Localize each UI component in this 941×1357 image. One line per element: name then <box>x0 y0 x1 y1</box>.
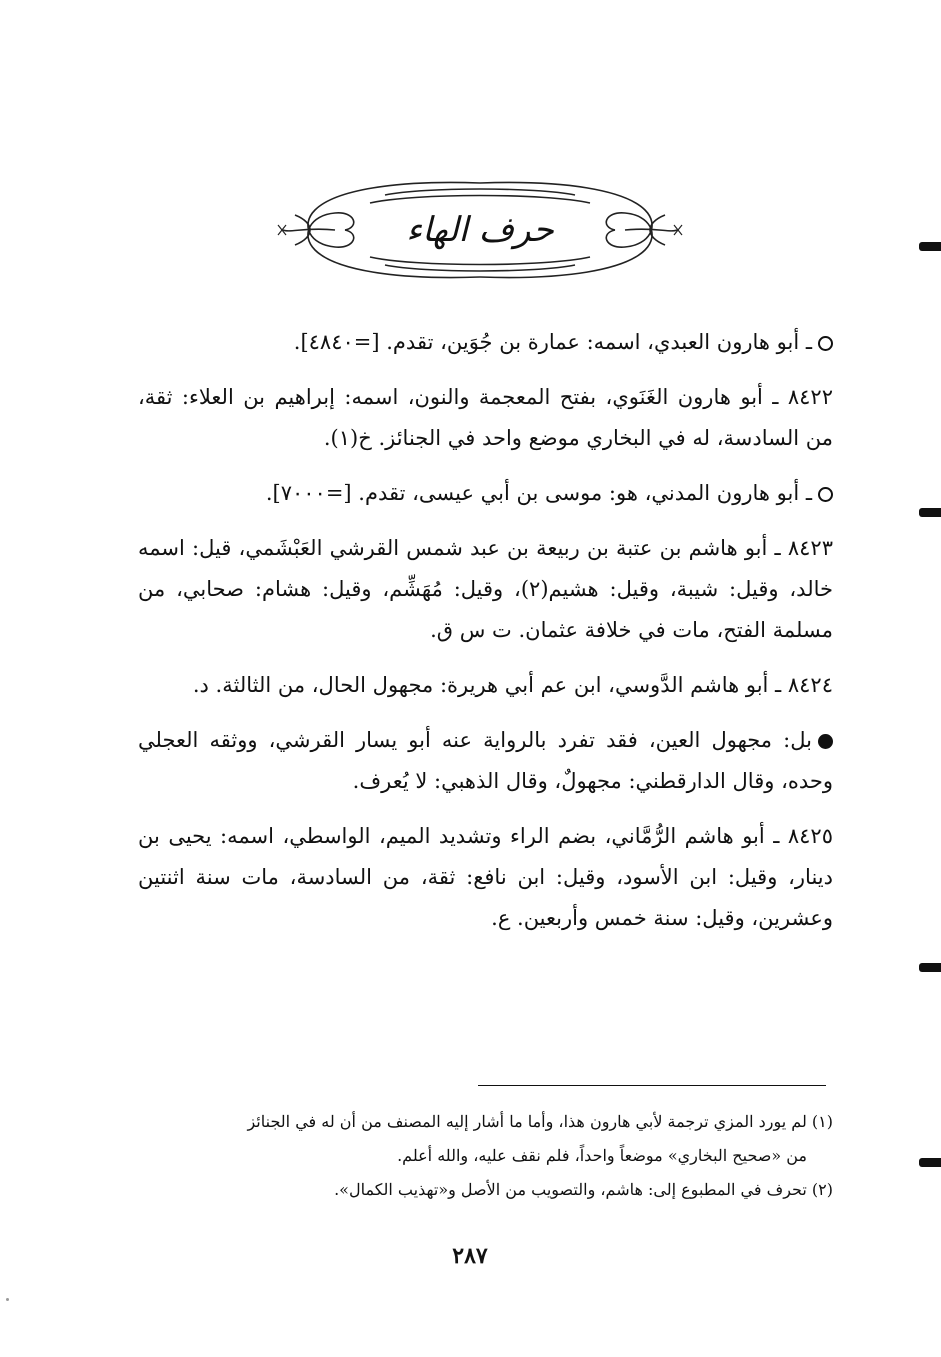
footnote: (٢) تحرف في المطبوع إلى: هاشم، والتصويب من الأصل و«تهذيب الكمال». <box>334 1180 833 1199</box>
hollow-circle-icon <box>818 336 833 351</box>
page-number: ٢٨٧ <box>452 1243 488 1269</box>
entry <box>138 816 833 939</box>
solid-circle-icon <box>818 734 833 749</box>
entry-text: ـ أبو هارون المدني، هو: موسى بن أبي عيسى، تقدم. [=٧٠٠٠]. <box>265 481 812 505</box>
edge-mark <box>919 242 941 251</box>
entry <box>138 377 833 459</box>
entry <box>138 720 833 802</box>
entry-text: ـ أبو هارون العبدي، اسمه: عمارة بن جُوَين، تقدم. [=٤٨٤٠]. <box>293 330 812 354</box>
entry <box>138 322 833 363</box>
entry-text: ٨٤٢٤ ـ أبو هاشم الدَّوسي، ابن عم أبي هريرة: مجهول الحال، من الثالثة. د. <box>192 673 833 697</box>
entry <box>138 528 833 651</box>
entry-text: ٨٤٢٥ ـ أبو هاشم الرُّمَّاني، بضم الراء وتشديد الميم، الواسطي، اسمه: يحيى بن دينار، وقيل: ابن الأسود، وقيل: ابن نافع: ثقة، من السادسة، مات سنة اثنتين وعشرين، وقيل: سنة خمس وأربعين. ع. <box>138 824 833 930</box>
entry-text: ٨٤٢٢ ـ أبو هارون الغَنَوي، بفتح المعجمة والنون، اسمه: إبراهيم بن العلاء: ثقة، من السادسة، له في البخاري موضع واحد في الجنائز. خ(١). <box>138 385 833 450</box>
edge-mark <box>919 963 941 972</box>
footnote: (١) لم يورد المزي ترجمة لأبي هارون هذا، وأما ما أشار إليه المصنف من أن له في الجنائز <box>247 1112 833 1131</box>
footnote-continuation: من «صحيح البخاري» موضعاً واحداً، فلم نقف عليه، والله أعلم. <box>397 1146 807 1165</box>
entry <box>138 473 833 514</box>
entry <box>138 665 833 706</box>
hollow-circle-icon <box>818 487 833 502</box>
edge-mark <box>919 508 941 517</box>
footnotes <box>138 1105 833 1207</box>
entry-text: ٨٤٢٣ ـ أبو هاشم بن عتبة بن ربيعة بن عبد شمس القرشي العَبْشَمي، قيل: اسمه خالد، وقيل: شيبة، وقيل: هشيم(٢)، وقيل: مُهَشِّم، وقيل: هشام: صحابي، من مسلمة الفتح، مات في خلافة عثمان. ت س ق. <box>138 536 833 642</box>
speck <box>6 1298 9 1301</box>
footnote-divider <box>478 1085 826 1086</box>
chapter-title: حرف الهاء <box>406 210 554 250</box>
main-text <box>138 322 833 953</box>
edge-mark <box>919 1158 941 1167</box>
entry-text: بل: مجهول العين، فقد تفرد بالرواية عنه أبو يسار القرشي، ووثقه العجلي وحده، وقال الدارقطني: مجهولٌ، وقال الذهبي: لا يُعرف. <box>138 728 833 793</box>
